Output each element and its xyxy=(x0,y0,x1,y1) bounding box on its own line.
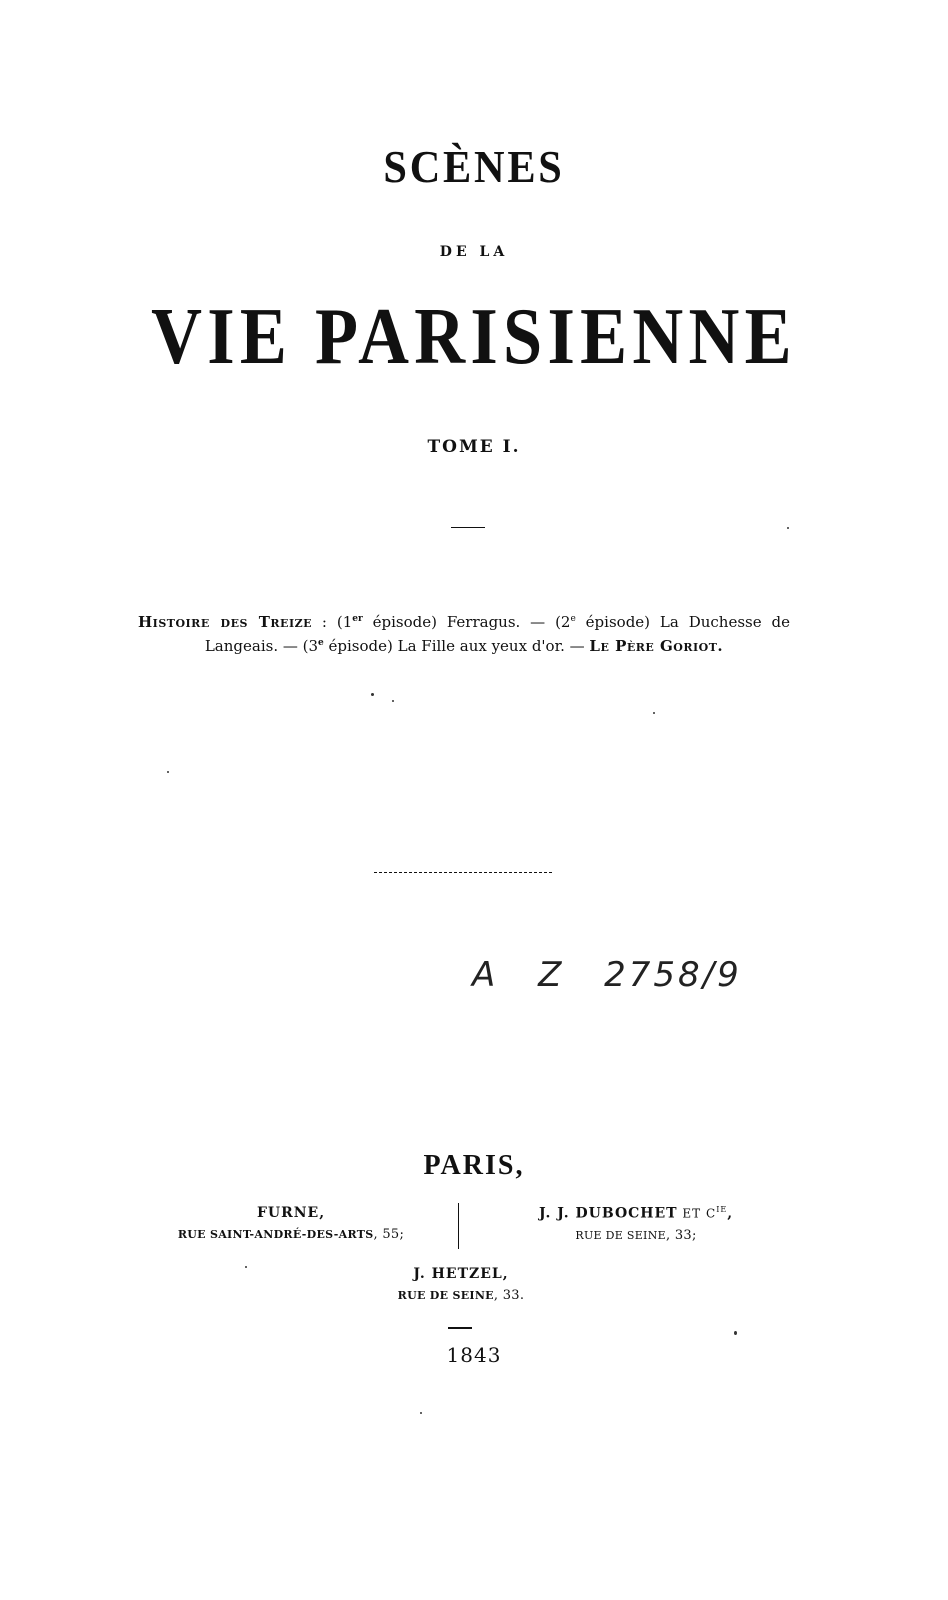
publisher-hetzel-street: RUE DE SEINE xyxy=(397,1289,494,1302)
volume-label: TOME I. xyxy=(427,437,521,457)
publisher-furne-number: , 55; xyxy=(373,1227,405,1242)
contents-colon: : ( xyxy=(312,613,343,631)
scan-speck xyxy=(734,1331,737,1335)
scan-speck xyxy=(371,693,374,696)
publisher-dubochet-name-main: J. J. DUBOCHET xyxy=(538,1205,678,1222)
long-rule xyxy=(374,872,552,873)
publisher-dubochet-name-sup: IE xyxy=(716,1205,728,1214)
title-main: VIE PARISIENNE xyxy=(151,293,797,381)
publisher-dubochet-name-end: , xyxy=(727,1205,734,1222)
contents-ep3-sup: e xyxy=(318,638,324,648)
publisher-divider xyxy=(458,1203,459,1249)
publisher-hetzel-number: , 33. xyxy=(493,1288,525,1303)
publisher-hetzel xyxy=(330,1266,592,1303)
contents-ep1-sup: er xyxy=(352,614,363,624)
publisher-hetzel-address xyxy=(330,1288,592,1303)
publisher-hetzel-name: J. HETZEL, xyxy=(413,1266,509,1282)
title-top-line: SCÈNES xyxy=(383,141,565,192)
scan-speck xyxy=(653,712,655,714)
scan-speck xyxy=(245,1266,247,1268)
contents-part2-title: Le Père Goriot. xyxy=(589,637,724,655)
publisher-dubochet-name xyxy=(505,1205,767,1222)
publication-year: 1843 xyxy=(446,1343,502,1367)
short-rule-bottom xyxy=(448,1327,472,1329)
publisher-dubochet-address xyxy=(505,1228,767,1243)
publisher-dubochet-street: RUE DE SEINE xyxy=(575,1228,666,1242)
title-connector: DE LA xyxy=(439,244,509,260)
publisher-dubochet xyxy=(505,1205,767,1243)
contents-ep3-num: 3 xyxy=(308,637,319,655)
scan-speck xyxy=(392,700,394,702)
publisher-dubochet-number: , 33; xyxy=(665,1227,697,1243)
contents-ep1-num: 1 xyxy=(342,613,353,631)
contents-ep1: épisode) Ferragus. — ( xyxy=(362,613,561,631)
publisher-furne-address xyxy=(160,1227,422,1242)
contents-part1-title: Histoire des Treize xyxy=(138,613,312,631)
scan-speck xyxy=(787,527,789,529)
imprint-city: PARIS, xyxy=(423,1150,525,1181)
scan-speck xyxy=(420,1412,422,1414)
publisher-furne-street: RUE SAINT-ANDRÉ-DES-ARTS xyxy=(177,1228,374,1241)
short-rule-top xyxy=(451,527,485,528)
contents-ep3: épisode) La Fille aux yeux d'or. — xyxy=(323,637,590,655)
publisher-furne xyxy=(160,1205,422,1242)
scan-speck xyxy=(167,771,169,773)
contents-ep2-sup: e xyxy=(570,614,576,624)
contents-ep2: épisode) La Duchesse de Langeais. — ( xyxy=(204,613,790,655)
publisher-dubochet-name-tail: ET C xyxy=(677,1206,717,1221)
library-shelfmark: A Z 2758/9 xyxy=(472,955,742,995)
contents-ep2-num: 2 xyxy=(560,613,571,631)
publisher-furne-name: FURNE, xyxy=(256,1205,326,1221)
contents-list xyxy=(138,609,790,657)
